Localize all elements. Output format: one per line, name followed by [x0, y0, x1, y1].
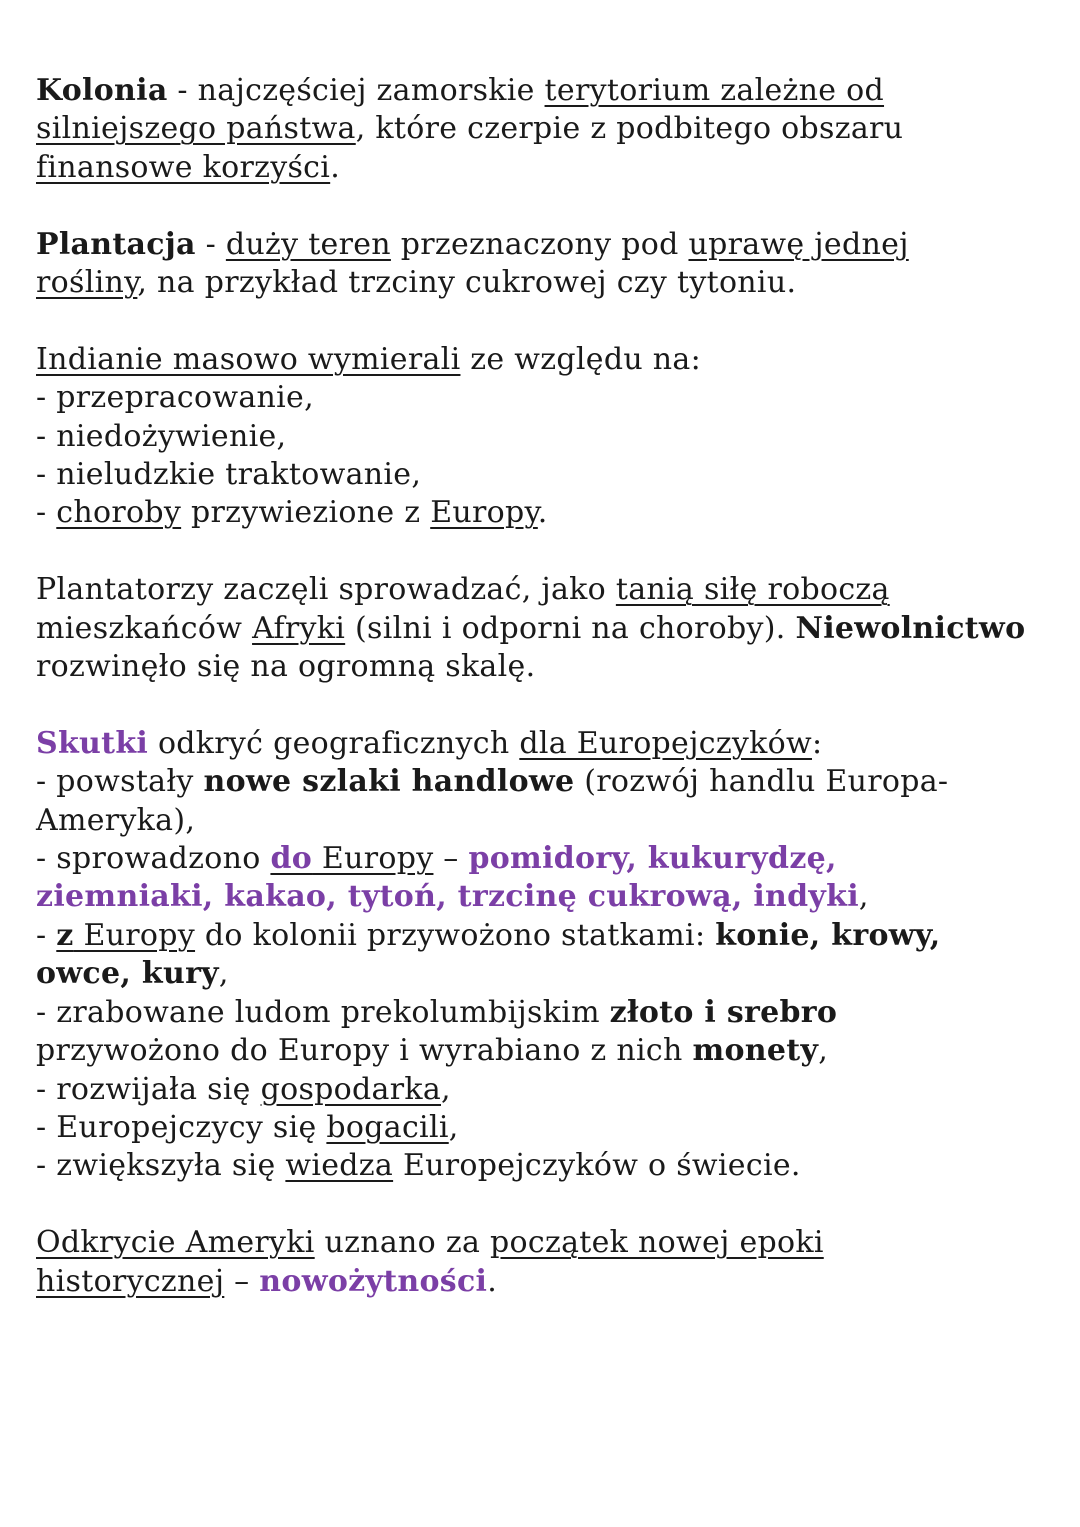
list-item: - nieludzkie traktowanie, — [36, 457, 422, 493]
list-item: - niedożywienie, — [36, 418, 287, 454]
skutki-list: Skutki odkryć geograficznych dla Europejczyków: - powstały nowe szlaki handlowe (rozwój handlu Europa- Ameryka), - sprowadzono do Europy – pomidory, kukurydzę, ziemniaki, kakao, tytoń, trzcinę cukrową, indyki, - z Europy do kolonii przywożono statkami: konie, krowy, owce, kury, - zrabowane ludom prekolumbijskim złoto i srebro przywożono do Europy i wyrabiano z nich monety, - rozwijała się gospodarka, - Europejczycy się bogacili, - zwiększyła się wiedza Europejczyków o świecie. — [36, 725, 1056, 1186]
notes-content — [36, 72, 1056, 1339]
list-item: - powstały nowe szlaki handlowe (rozwój handlu Europa- — [36, 764, 949, 800]
definition-kolonia: Kolonia - najczęściej zamorskie terytorium zależne od silniejszego państwa, które czerpie z podbitego obszaru finansowe korzyści. — [36, 73, 904, 185]
list-item: - przepracowanie, — [36, 380, 314, 416]
term-kolonia: Kolonia — [36, 73, 168, 108]
plantatorzy-paragraph: Plantatorzy zaczęli sprowadzać, jako tanią siłę roboczą mieszkańców Afryki (silni i odporni na choroby). Niewolnictwo rozwinęło się na ogromną skalę. — [36, 572, 1026, 685]
list-item: - choroby przywiezione z Europy. — [36, 495, 548, 531]
list-item: - z Europy do kolonii przywożono statkami: konie, krowy, — [36, 917, 941, 953]
term-nowozytnosc: nowożytności — [259, 1263, 488, 1299]
indianie-list: Indianie masowo wymierali ze względu na: - przepracowanie, - niedożywienie, - nieludzkie traktowanie, - choroby przywiezione z Europy. — [36, 341, 1056, 533]
list-item: - sprowadzono do Europy – pomidory, kukurydzę, — [36, 841, 837, 877]
definition-plantacja: Plantacja - duży teren przeznaczony pod uprawę jednej rośliny, na przykład trzciny cukrowej czy tytoniu. — [36, 226, 909, 301]
list-item: - zwiększyła się wiedza Europejczyków o świecie. — [36, 1148, 801, 1184]
list-item: - zrabowane ludom prekolumbijskim złoto i srebro — [36, 994, 838, 1030]
term-skutki: Skutki — [36, 725, 149, 761]
term-plantacja: Plantacja — [36, 226, 196, 262]
odkrycie-paragraph: Odkrycie Ameryki uznano za początek nowej epoki historycznej – nowożytności. — [36, 1225, 824, 1299]
list-item: - rozwijała się gospodarka, — [36, 1071, 451, 1107]
list-item: - Europejczycy się bogacili, — [36, 1109, 459, 1145]
